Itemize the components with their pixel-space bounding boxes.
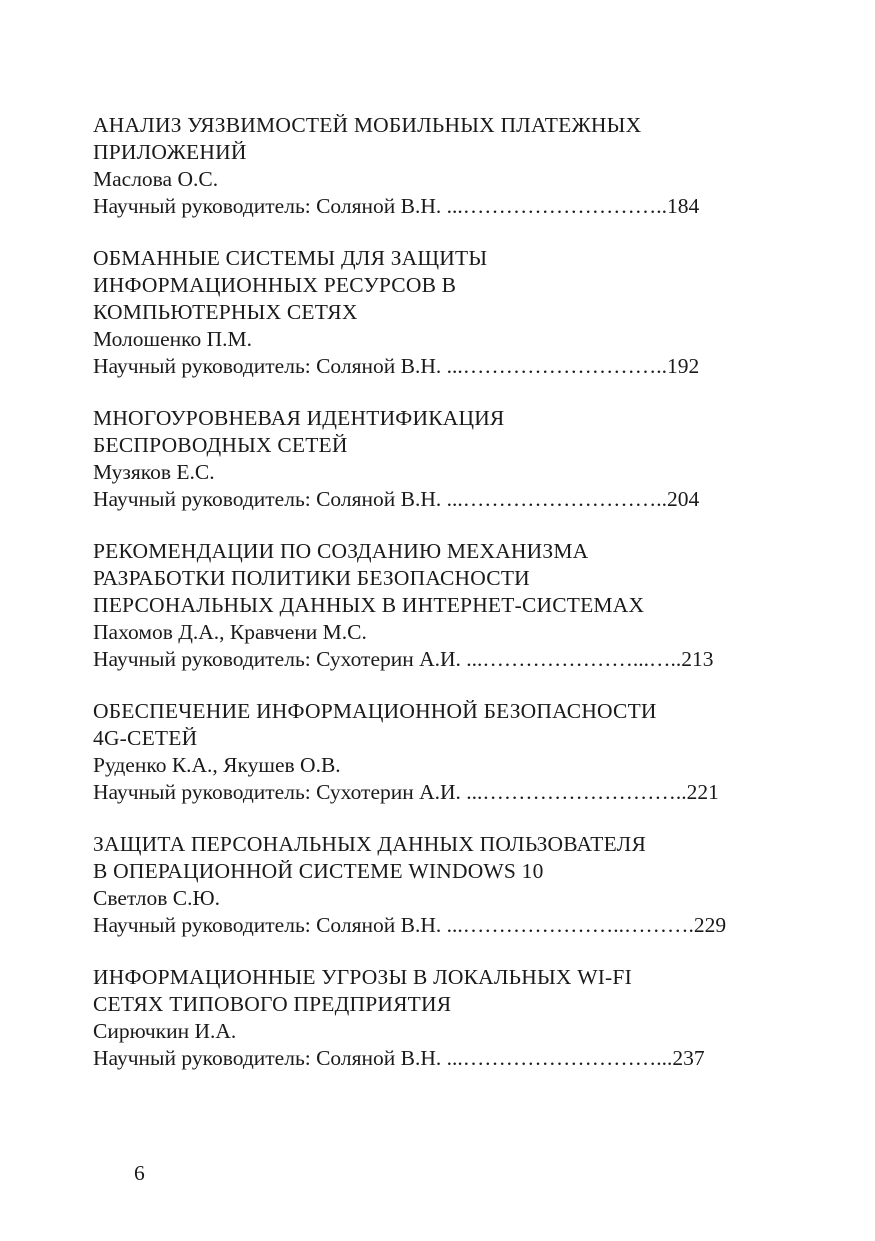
entry-supervisor: Научный руководитель: Соляной В.Н. ...………………………..204 [93,487,700,511]
entry-title-line: БЕСПРОВОДНЫХ СЕТЕЙ [93,433,348,457]
entry-title-line: ОБМАННЫЕ СИСТЕМЫ ДЛЯ ЗАЩИТЫ [93,246,488,270]
entry-authors: Пахомов Д.А., Кравчени М.С. [93,620,367,644]
toc-entry [93,698,776,806]
entry-title-line: ПРИЛОЖЕНИЙ [93,140,247,164]
entry-title-line: 4G-СЕТЕЙ [93,726,198,750]
toc-entry [93,112,776,220]
entry-title-line: ПЕРСОНАЛЬНЫХ ДАННЫХ В ИНТЕРНЕТ-СИСТЕМАХ [93,593,645,617]
entry-title-line: РЕКОМЕНДАЦИИ ПО СОЗДАНИЮ МЕХАНИЗМА [93,539,589,563]
table-of-contents [93,112,776,1097]
entry-supervisor: Научный руководитель: Соляной В.Н. ...………………………...237 [93,1046,705,1070]
entry-title-line: ЗАЩИТА ПЕРСОНАЛЬНЫХ ДАННЫХ ПОЛЬЗОВАТЕЛЯ [93,832,646,856]
entry-title-line: МНОГОУРОВНЕВАЯ ИДЕНТИФИКАЦИЯ [93,406,505,430]
entry-supervisor: Научный руководитель: Сухотерин А.И. ...………………………..221 [93,780,719,804]
toc-entry [93,831,776,939]
toc-entry [93,538,776,673]
entry-supervisor: Научный руководитель: Соляной В.Н. ...………………………..184 [93,194,700,218]
page-number: 6 [134,1161,145,1185]
entry-title-line: ИНФОРМАЦИОННЫЕ УГРОЗЫ В ЛОКАЛЬНЫХ WI-FI [93,965,632,989]
entry-supervisor: Научный руководитель: Сухотерин А.И. ...…………………...…..213 [93,647,714,671]
entry-authors: Светлов С.Ю. [93,886,220,910]
entry-authors: Сирючкин И.А. [93,1019,237,1043]
entry-authors: Руденко К.А., Якушев О.В. [93,753,341,777]
entry-title-line: ОБЕСПЕЧЕНИЕ ИНФОРМАЦИОННОЙ БЕЗОПАСНОСТИ [93,699,657,723]
entry-title-line: КОМПЬЮТЕРНЫХ СЕТЯХ [93,300,358,324]
toc-entry [93,245,776,380]
entry-authors: Молошенко П.М. [93,327,253,351]
entry-title-line: СЕТЯХ ТИПОВОГО ПРЕДПРИЯТИЯ [93,992,452,1016]
toc-entry [93,964,776,1072]
entry-title-line: АНАЛИЗ УЯЗВИМОСТЕЙ МОБИЛЬНЫХ ПЛАТЕЖНЫХ [93,113,642,137]
toc-entry [93,405,776,513]
entry-title-line: РАЗРАБОТКИ ПОЛИТИКИ БЕЗОПАСНОСТИ [93,566,530,590]
entry-authors: Музяков Е.С. [93,460,215,484]
entry-authors: Маслова О.С. [93,167,219,191]
entry-title-line: ИНФОРМАЦИОННЫХ РЕСУРСОВ В [93,273,457,297]
entry-supervisor: Научный руководитель: Соляной В.Н. ...………………………..192 [93,354,700,378]
entry-supervisor: Научный руководитель: Соляной В.Н. ...…………………..……….229 [93,913,727,937]
entry-title-line: В ОПЕРАЦИОННОЙ СИСТЕМЕ WINDOWS 10 [93,859,544,883]
